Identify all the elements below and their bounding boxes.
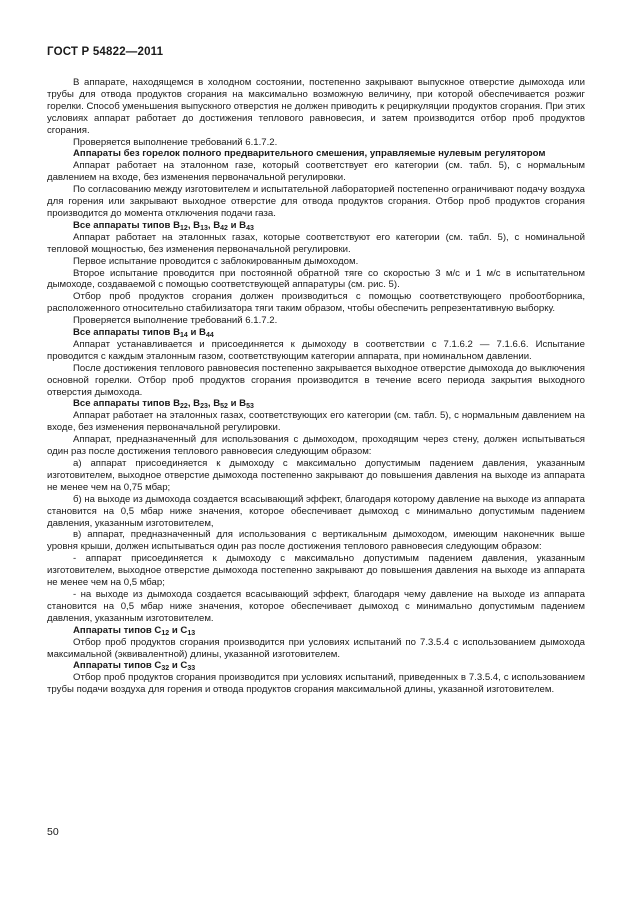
- paragraph: Проверяется выполнение требований 6.1.7.2.: [73, 136, 278, 148]
- paragraph: Второе испытание проводится при постоянной обратной тяге со скоростью 3 м/с и 1 м/с в испытательном дымоходе, создаваемой с помощью соответствующей аппаратуры (см. рис. 5).: [47, 267, 585, 291]
- list-item: б) на выходе из дымохода создается всасывающий эффект, благодаря которому давление на выходе из аппарата становится на 0,5 мбар ниже значения, которое обеспечивает дымоход с минимально допустимым падением давления, указанным изготовителем,: [47, 493, 586, 529]
- paragraph: После достижения теплового равновесия постепенно закрывается выходное отверстие дымохода до выключения основной горелки. Отбор проб продуктов сгорания производится в течение всего периода закрытия выходного отверстия дымохода.: [47, 362, 585, 398]
- paragraph: Отбор проб продуктов сгорания производится при условиях испытаний по 7.3.5.4 с использованием дымохода максимальной (эквивалентной) длины, указанной изготовителем.: [47, 636, 585, 660]
- paragraph: В аппарате, находящемся в холодном состоянии, постепенно закрывают выпускное отверстие дымохода или трубы для отвода продуктов сгорания на максимально возможную величину, при которой обеспечивается розжиг горелки. Способ уменьшения выпускного отверстия не должен приводить к рециркуляции продуктов сгорания. При этих условиях аппарат работает до достижения теплового равновесия, и затем производится отбор проб продуктов сгорания.: [47, 77, 585, 136]
- document-id-header: ГОСТ Р 54822—2011: [47, 46, 164, 58]
- paragraph: Отбор проб продуктов сгорания должен производиться с помощью соответствующего пробоотборника, расположенного относительно стабилизатора тяги таким образом, чтобы обеспечить репрезентативную выборку.: [47, 291, 585, 315]
- paragraph: Первое испытание проводится с заблокированным дымоходом.: [73, 255, 359, 267]
- section-heading-b22-b23-b52-b53: Все аппараты типов $В_{22}$, $В_{23}$, $В_{52}$ и $В_{53}$: [73, 398, 254, 411]
- paragraph: Аппарат работает на эталонных газах, которые соответствуют его категории (см. табл. 5), с номинальной тепловой мощностью, без изменения первоначальной регулировки.: [47, 231, 585, 255]
- paragraph: Проверяется выполнение требований 6.1.7.2.: [73, 315, 278, 327]
- paragraph: По согласованию между изготовителем и испытательной лабораторией постепенно ограничивают подачу воздуха для горения или закрывают выходное отверстие для отвода продуктов сгорания. Отбор проб продуктов сгорания производится до момента отключения подачи газа.: [47, 184, 585, 219]
- paragraph: Отбор проб продуктов сгорания производится при условиях испытаний, приведенных в 7.3.5.4, с использованием трубы подачи воздуха для горения и отвода продуктов сгорания максимальной длины, указанной изготовителем.: [47, 672, 585, 696]
- paragraph: Аппарат, предназначенный для использования с дымоходом, проходящим через стену, должен испытываться один раз после достижения теплового равновесия следующим образом:: [47, 434, 585, 458]
- list-item: а) аппарат присоединяется к дымоходу с максимально допустимым падением давления, указанным изготовителем, выходное отверстие дымохода постепенно закрывают до повышения давления на выходе из аппарата не менее чем на 0,75 мбар;: [47, 458, 585, 493]
- section-heading-b12-b13-b42-b43: Все аппараты типов $В_{12}$, $В_{13}$, $В_{42}$ и $В_{43}$: [73, 219, 254, 232]
- document-body: [47, 77, 585, 696]
- paragraph: Аппарат устанавливается и присоединяется к дымоходу в соответствии с 7.1.6.2 — 7.1.6.6. Испытание проводится с каждым эталонным газом, соответствующим категории аппарата, при номинальном давлении.: [47, 338, 585, 362]
- list-item: - аппарат присоединяется к дымоходу с максимально допустимым падением давления, указанным изготовителем, выходное отверстие дымохода постепенно закрывают до повышения давления на выходе из аппарата не менее чем на 0,5 мбар;: [47, 553, 585, 589]
- paragraph: Аппарат работает на эталонных газах, соответствующих его категории (см. табл. 5), с нормальным давлением на входе, без изменения первоначальной регулировки.: [47, 410, 585, 434]
- list-item: в) аппарат, предназначенный для использования с вертикальным дымоходом, имеющим наконечник выше уровня крыши, должен испытываться один раз после достижения теплового равновесия следующим образом:: [47, 529, 585, 553]
- page-number: 50: [47, 826, 59, 838]
- section-heading-c32-c33: Аппараты типов $С_{32}$ и $С_{33}$: [73, 660, 196, 673]
- section-heading-b14-b44: Все аппараты типов $В_{14}$ и $В_{44}$: [73, 327, 214, 340]
- paragraph: Аппарат работает на эталонном газе, который соответствует его категории (см. табл. 5), с нормальным давлением на входе, без изменения первоначальной регулировки.: [47, 160, 585, 184]
- section-heading: Аппараты без горелок полного предварительного смешения, управляемые нулевым регулятором: [73, 148, 546, 160]
- section-heading-c12-c13: Аппараты типов $С_{12}$ и $С_{13}$: [73, 624, 196, 637]
- list-item: - на выходе из дымохода создается всасывающий эффект, благодаря чему давление на выходе из аппарата становится на 0,5 мбар ниже значения, которое обеспечивает дымоход с минимально допустимым падением давления, указанным изготовителем.: [47, 588, 585, 624]
